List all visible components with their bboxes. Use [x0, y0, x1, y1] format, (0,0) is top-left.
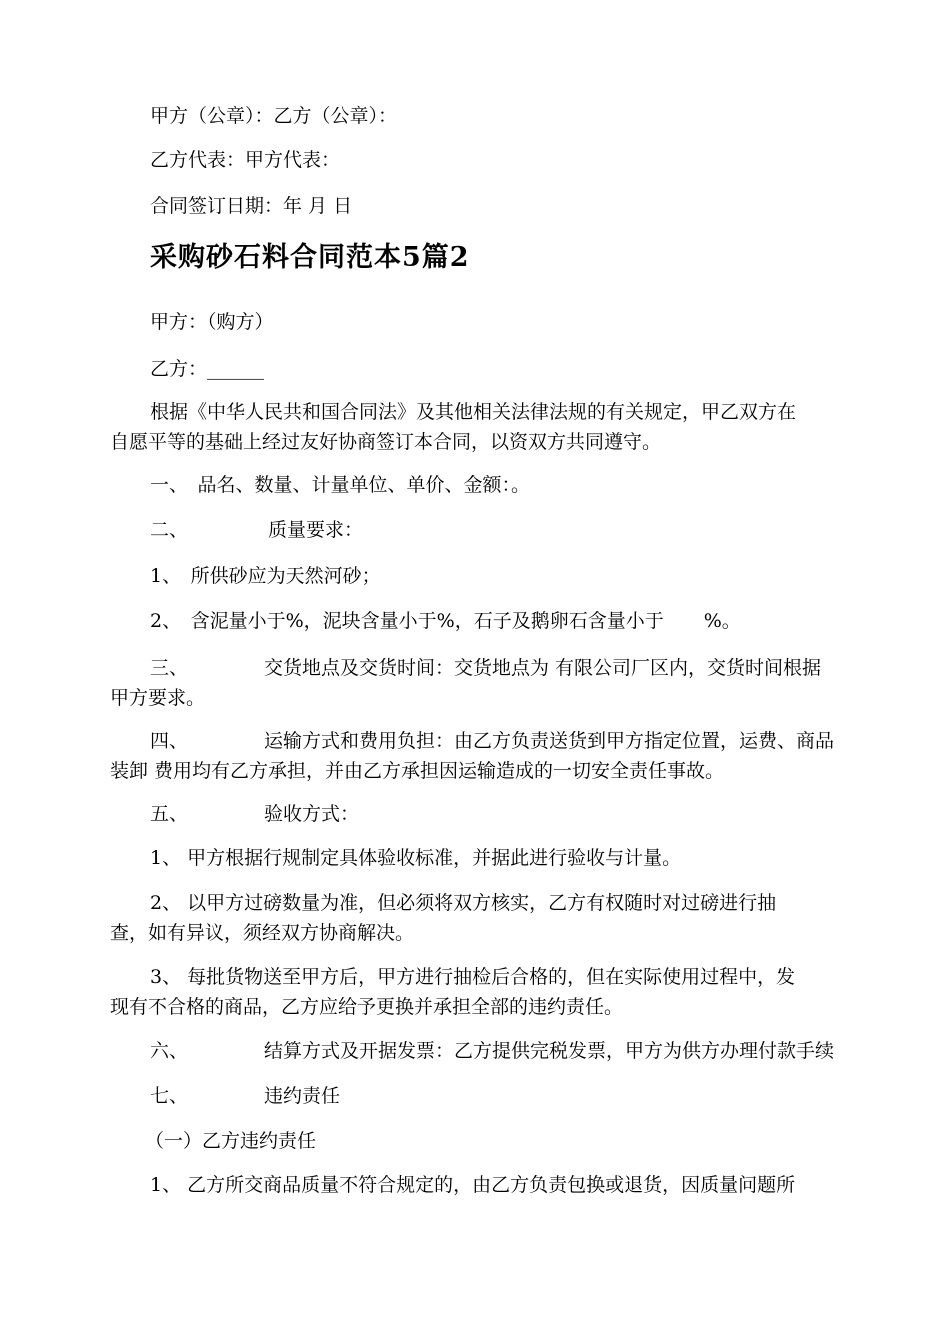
- section-4-line-2: 装卸 费用均有乙方承担，并由乙方承担因运输造成的一切安全责任事故。: [110, 760, 725, 782]
- party-a-line: 甲方：（购方）: [150, 311, 274, 333]
- section-3-line-1: [110, 653, 882, 683]
- section-6-text: 结算方式及开据发票：乙方提供完税发票，甲方为供方办理付款手续: [264, 1040, 835, 1062]
- section-2-text: 质量要求：: [268, 519, 364, 541]
- section-5-item-3-line-2: 现有不合格的商品，乙方应给予更换并承担全部的违约责任。: [110, 996, 624, 1018]
- section-7-text: 违约责任: [264, 1085, 341, 1107]
- section-6-line: [110, 1036, 882, 1066]
- section-3-text: 交货地点及交货时间：交货地点为 有限公司厂区内，交货时间根据: [264, 657, 822, 679]
- intro-paragraph-line-1: 根据《中华人民共和国合同法》及其他相关法律法规的有关规定，甲乙双方在: [150, 401, 797, 423]
- section-2-item-2-end: %。: [703, 610, 741, 632]
- section-4-text: 运输方式和费用负担：由乙方负责送货到甲方指定位置，运费、商品: [264, 730, 835, 752]
- section-7-number: 七、: [150, 1085, 189, 1107]
- section-7-subheading: （一）乙方违约责任: [145, 1130, 317, 1152]
- section-6-number: 六、: [150, 1040, 189, 1062]
- section-2-heading: [110, 515, 882, 545]
- section-2-number: 二、: [150, 519, 189, 541]
- section-5-item-2-line-1: 2、 以甲方过磅数量为准，但必须将双方核实，乙方有权随时对过磅进行抽: [150, 892, 777, 914]
- section-3-number: 三、: [150, 657, 189, 679]
- section-7-item-1: 1、 乙方所交商品质量不符合规定的，由乙方负责包换或退货，因质量问题所: [150, 1174, 796, 1196]
- section-3-line-2: 甲方要求。: [110, 687, 206, 709]
- section-5-heading: [110, 799, 882, 829]
- party-b-line: 乙方：______: [150, 358, 265, 380]
- section-1-line: 一、 品名、数量、计量单位、单价、金额：。: [150, 474, 531, 496]
- signature-seal-line: 甲方（公章）：乙方（公章）：: [150, 105, 398, 127]
- section-4-number: 四、: [150, 730, 189, 752]
- section-5-number: 五、: [150, 803, 189, 825]
- section-5-item-1: 1、 甲方根据行规制定具体验收标准，并据此进行验收与计量。: [150, 847, 682, 869]
- signature-date-line: 合同签订日期：年 月 日: [150, 195, 353, 217]
- section-2-item-1: 1、 所供砂应为天然河砂；: [150, 565, 381, 587]
- section-2-item-2-text: 2、 含泥量小于%，泥块含量小于%，石子及鹅卵石含量小于: [150, 610, 664, 632]
- section-5-item-2-line-2: 查，如有异议，须经双方协商解决。: [110, 922, 415, 944]
- section-4-line-1: [110, 726, 882, 756]
- section-7-heading: [110, 1081, 882, 1111]
- intro-paragraph-line-2: 自愿平等的基础上经过友好协商签订本合同，以资双方共同遵守。: [110, 431, 662, 453]
- section-2-item-2: [110, 606, 882, 636]
- signature-rep-line: 乙方代表：甲方代表：: [150, 149, 341, 171]
- section-5-item-3-line-1: 3、 每批货物送至甲方后，甲方进行抽检后合格的，但在实际使用过程中，发: [150, 966, 796, 988]
- section-5-text: 验收方式：: [264, 803, 360, 825]
- document-title: 采购砂石料合同范本5篇2: [150, 242, 470, 273]
